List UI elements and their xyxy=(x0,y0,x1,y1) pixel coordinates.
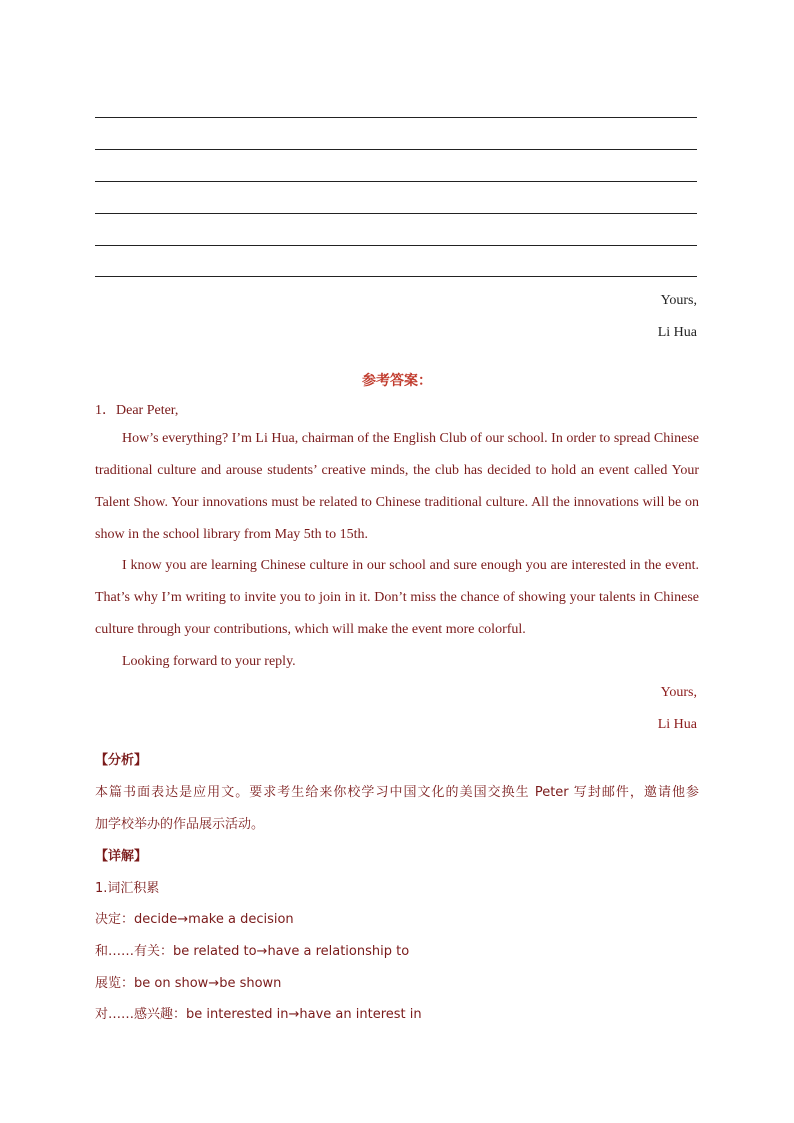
writing-line xyxy=(95,117,697,118)
analysis-line: 加学校举办的作品展示活动。 xyxy=(95,817,265,832)
letter-p2-line: I know you are learning Chinese culture in our school and sure enough you are interested in the event. xyxy=(122,558,699,573)
letter-p1-line: How’s everything? I’m Li Hua, chairman of the English Club of our school. In order to spread Chinese xyxy=(122,431,699,446)
vocab-item: 和……有关：be related to→have a relationship to xyxy=(95,944,410,959)
analysis-heading: 【分析】 xyxy=(95,753,148,768)
letter-p3: Looking forward to your reply. xyxy=(122,654,296,669)
letter-salutation: 1．Dear Peter, xyxy=(95,403,179,418)
vocab-item: 展览：be on show→be shown xyxy=(95,976,282,991)
letter-closing: Yours, xyxy=(660,685,697,700)
writing-line xyxy=(95,181,697,182)
writing-line xyxy=(95,276,697,277)
top-signature-name: Li Hua xyxy=(657,325,697,340)
vocab-item: 对……感兴趣：be interested in→have an interest in xyxy=(95,1007,422,1022)
letter-p1-line: traditional culture and arouse students’ creative minds, the club has decided to hold an event called Your xyxy=(95,463,699,478)
letter-p2-line: That’s why I’m writing to invite you to join in it. Don’t miss the chance of showing your talents in Chinese xyxy=(95,590,699,605)
analysis-line: 本篇书面表达是应用文。要求考生给来你校学习中国文化的美国交换生 Peter 写封邮件，邀请他参 xyxy=(95,785,699,800)
letter-signature-name: Li Hua xyxy=(657,717,697,732)
details-subheading: 1.词汇积累 xyxy=(95,881,160,896)
letter-p2-line: culture through your contributions, which will make the event more colorful. xyxy=(95,622,526,637)
top-closing: Yours, xyxy=(660,293,697,308)
letter-p1-line: show in the school library from May 5th to 15th. xyxy=(95,527,368,542)
letter-p1-line: Talent Show. Your innovations must be related to Chinese traditional culture. All the innovations will be on xyxy=(95,495,699,510)
writing-line xyxy=(95,213,697,214)
answer-heading: 参考答案： xyxy=(362,373,432,389)
writing-line xyxy=(95,149,697,150)
details-heading: 【详解】 xyxy=(95,849,148,864)
vocab-item: 决定：decide→make a decision xyxy=(95,912,294,927)
writing-line xyxy=(95,245,697,246)
